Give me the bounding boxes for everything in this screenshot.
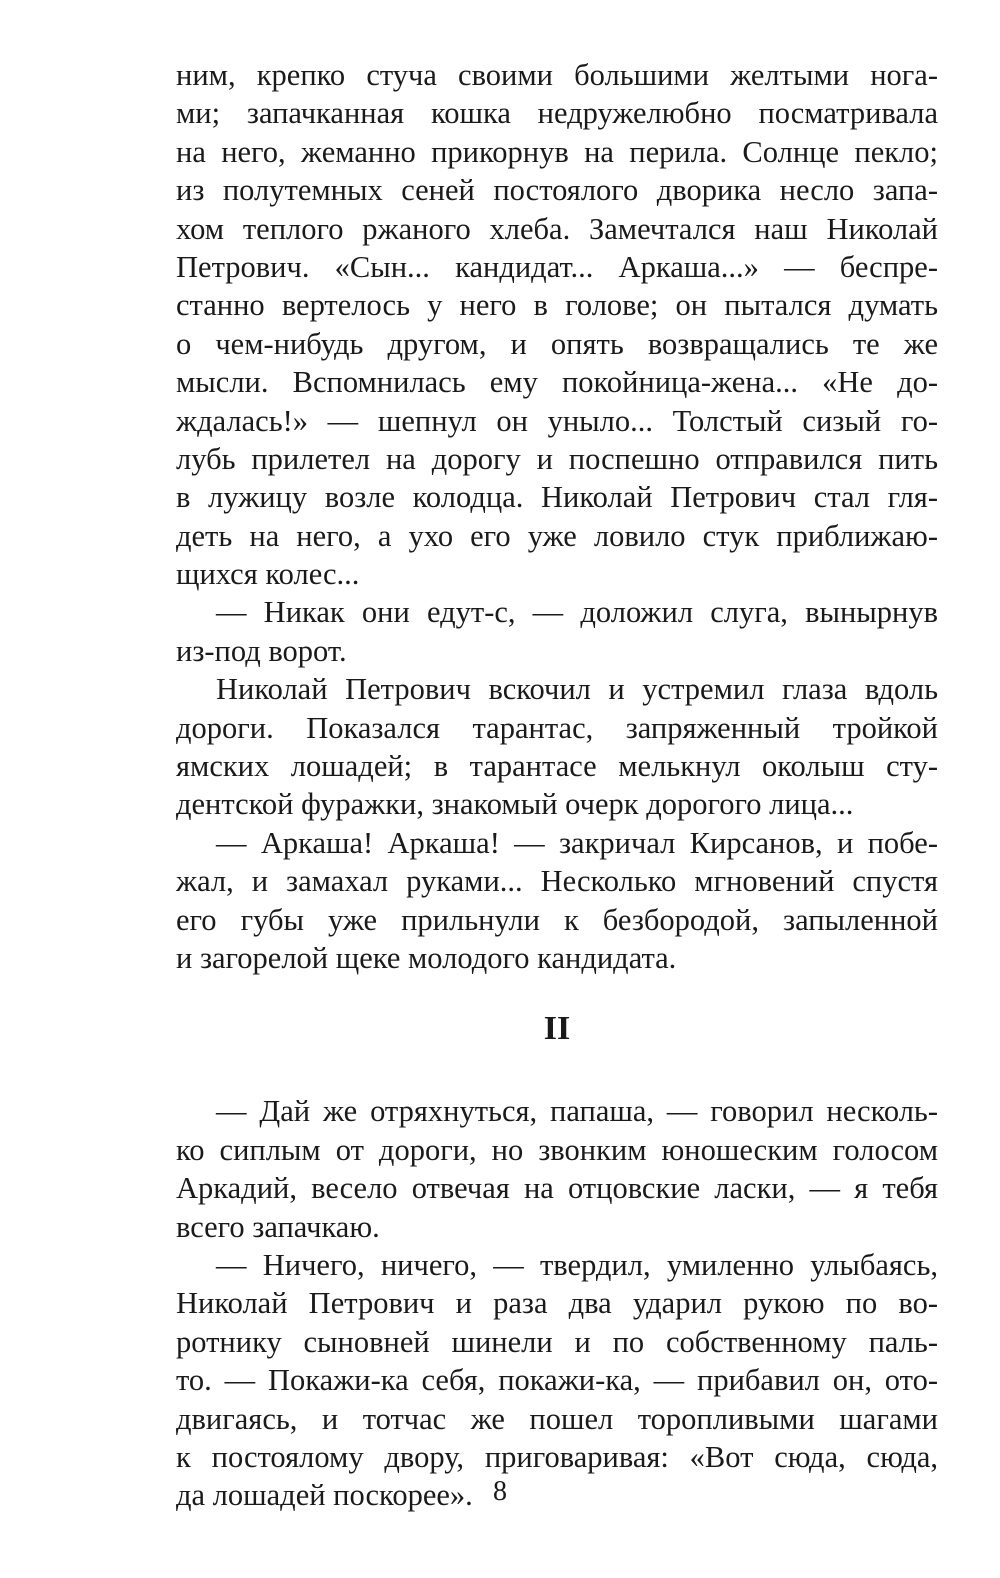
text-line: да лошадей поскорее». bbox=[176, 1478, 473, 1513]
text-line: на него, жеманно прикорнув на перила. Солнце пекло; bbox=[176, 134, 938, 169]
text-line: его губы уже прильнули к безбородой, запыленной bbox=[176, 902, 938, 937]
text-line: мысли. Вспомнилась ему покойница-жена... «Не до- bbox=[176, 365, 938, 400]
body-text-top bbox=[176, 56, 938, 977]
text-line: Аркадий, весело отвечая на отцовские ласки, — я тебя bbox=[176, 1171, 938, 1206]
text-line: двигаясь, и тотчас же пошел торопливыми шагами bbox=[176, 1401, 938, 1436]
text-line: из полутемных сеней постоялого дворика несло запа- bbox=[176, 173, 938, 208]
text-line: Николай Петрович и раза два ударил рукою по во- bbox=[176, 1286, 938, 1321]
text-line: ямских лошадей; в тарантасе мелькнул околыш сту- bbox=[176, 749, 938, 784]
text-line: то. — Покажи-ка себя, покажи-ка, — прибавил он, ото- bbox=[176, 1363, 938, 1398]
paragraph bbox=[176, 1092, 938, 1246]
body-text-bottom bbox=[176, 1092, 938, 1514]
text-line: ротнику сыновней шинели и по собственному паль- bbox=[176, 1324, 938, 1359]
text-line: хом теплого ржаного хлеба. Замечтался наш Николай bbox=[176, 211, 938, 246]
text-line: жал, и замахал руками... Несколько мгновений спустя bbox=[176, 864, 938, 899]
text-line: дентской фуражки, знакомый очерк дорогого лица... bbox=[176, 787, 854, 822]
paragraph bbox=[176, 670, 938, 824]
page-number: 8 bbox=[493, 1476, 507, 1507]
text-line: — Ничего, ничего, — твердил, умиленно улыбаясь, bbox=[216, 1247, 938, 1282]
text-line: из-под ворот. bbox=[176, 633, 347, 668]
text-line: о чем-нибудь другом, и опять возвращались те же bbox=[176, 326, 938, 361]
text-line: ко сиплым от дороги, но звонким юношеским голосом bbox=[176, 1132, 938, 1167]
paragraph bbox=[176, 56, 938, 593]
paragraph bbox=[176, 824, 938, 978]
chapter-heading: II bbox=[543, 1010, 571, 1048]
text-line: — Никак они едут-с, — доложил слуга, вынырнув bbox=[216, 595, 938, 630]
text-line: — Дай же отряхнуться, папаша, — говорил несколь- bbox=[216, 1094, 938, 1129]
text-line: станно вертелось у него в голове; он пытался думать bbox=[176, 288, 938, 323]
text-line: дороги. Показался тарантас, запряженный тройкой bbox=[176, 710, 938, 745]
text-line: ждалась!» — шепнул он уныло... Толстый сизый го- bbox=[176, 403, 938, 438]
paragraph bbox=[176, 593, 938, 670]
text-line: Петрович. «Сын... кандидат... Аркаша...» — беспре- bbox=[176, 249, 938, 284]
text-line: в лужицу возле колодца. Николай Петрович стал гля- bbox=[176, 480, 938, 515]
paragraph bbox=[176, 1246, 938, 1515]
text-line: ми; запачканная кошка недружелюбно посматривала bbox=[176, 96, 938, 131]
text-line: и загорелой щеке молодого кандидата. bbox=[176, 940, 677, 975]
text-line: лубь прилетел на дорогу и поспешно отправился пить bbox=[176, 441, 938, 476]
text-line: Николай Петрович вскочил и устремил глаза вдоль bbox=[216, 672, 938, 707]
text-line: — Аркаша! Аркаша! — закричал Кирсанов, и побе- bbox=[216, 825, 938, 860]
text-line: всего запачкаю. bbox=[176, 1209, 380, 1244]
book-page bbox=[176, 56, 938, 1515]
text-line: ним, крепко стуча своими большими желтыми ногa- bbox=[176, 58, 938, 92]
text-line: деть на него, а ухо его уже ловило стук приближаю- bbox=[176, 518, 938, 553]
text-line: щихся колес... bbox=[176, 557, 360, 592]
text-line: к постоялому двору, приговаривая: «Вот сюда, сюда, bbox=[176, 1439, 938, 1474]
